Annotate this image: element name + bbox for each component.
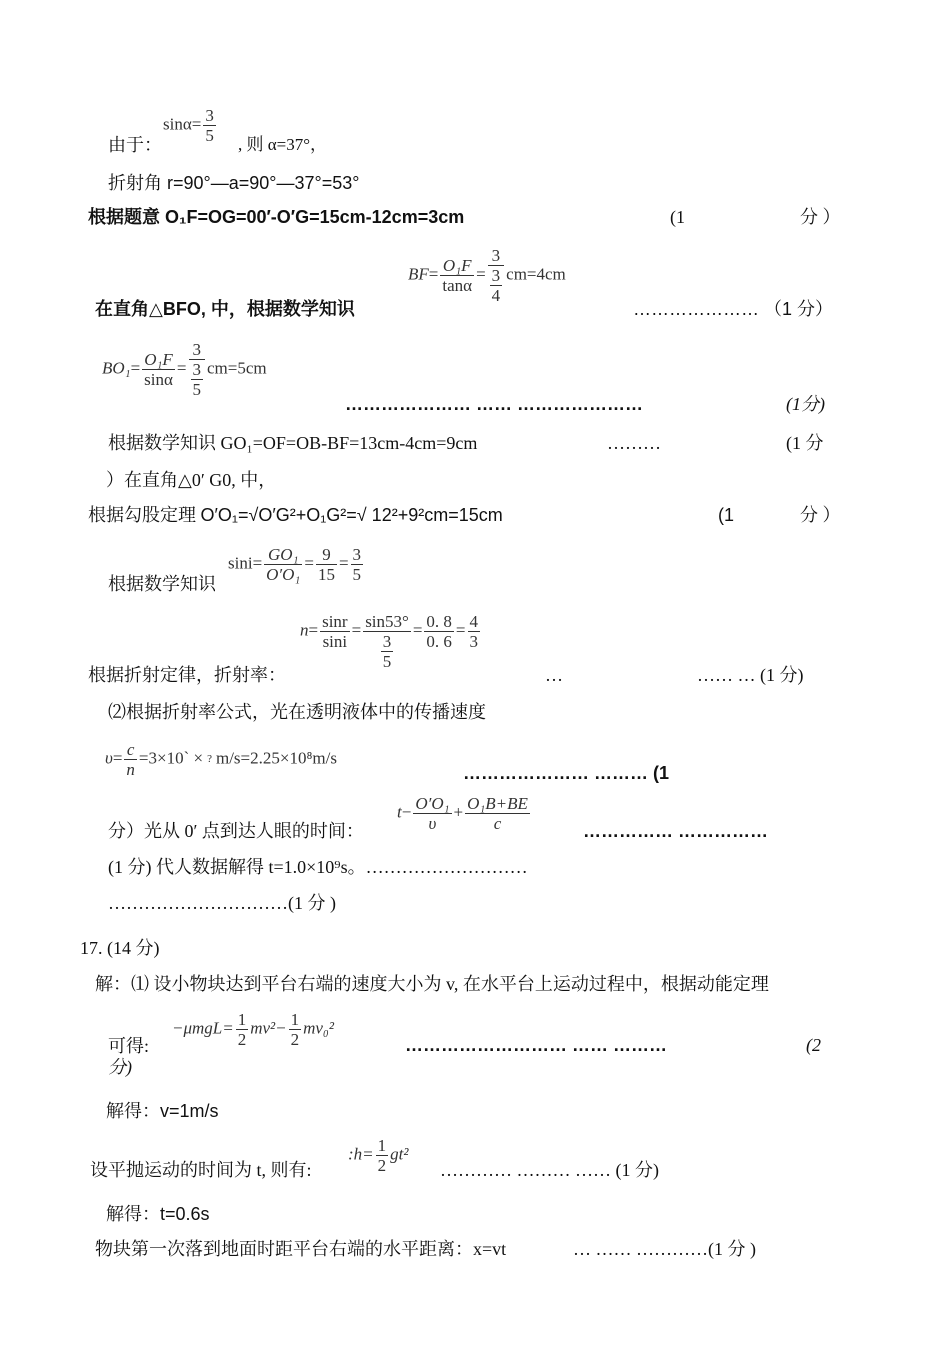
bf-result: cm=4cm [506,264,566,284]
score-mark: (1分) [786,394,825,414]
horizontal-distance: 物块第一次落到地面时距平台右端的水平距离：x=vt [95,1239,507,1259]
math-knowledge: 根据数学知识 [108,574,216,594]
right-triangle-bfo: 在直角△BFO, 中，根据数学知识 [95,299,355,319]
t-result: 解得：t=0.6s [106,1204,210,1224]
c: c [493,814,502,833]
line-18-text [106,1100,219,1122]
line-6-mark [786,432,824,454]
num-1: 1 [290,1010,300,1029]
oo1: O′O₁ [266,565,301,584]
line-19-dots [440,1159,659,1181]
equals: = [308,620,319,640]
go1-calc: 根据数学知识 GO₁=OF=OB-BF=13cm-4cm=9cm [108,433,478,453]
refraction-angle: 折射角 r=90°—a=90°—37°=53° [108,173,360,193]
c: c [124,740,137,760]
dots: ………………… …… ………………… [345,394,644,414]
num-1: 1 [377,1136,387,1155]
den-3: 3 [469,632,479,651]
den-15: 15 [317,565,335,584]
speed-heading: ⑵根据折射率公式，光在透明液体中的传播速度 [108,702,486,722]
gt2: gt² [390,1144,409,1164]
line-6-text [108,432,477,454]
v-result: m/s=2.25×10⁸m/s [215,748,337,768]
dots: ………… ……… …… (1 分) [440,1160,659,1180]
pythagoras-label: 根据勾股定理 [88,505,201,525]
line-15-text [108,892,336,914]
inner-num-3: 3 [382,632,392,651]
num-1: 1 [237,1010,247,1029]
mark-close: 分) [108,1057,132,1077]
solution-intro: 解：⑴ 设小物块达到平台右端的速度大小为 v, 在水平台上运动过程中，根据动能定理 [95,974,769,994]
equals: = [455,620,466,640]
line-7-text [106,469,276,491]
v: υ [428,814,437,833]
formula-h [348,1136,408,1175]
equals: = [130,358,141,378]
line-13-dots [583,820,768,842]
line-2-text [108,172,359,194]
line-3-mark-open [670,206,685,228]
o1b-be: O₁B+BE [467,794,528,813]
t: t [397,802,402,822]
formula-ke [172,1010,334,1049]
line-21-dots [573,1238,756,1260]
sin-alpha: sinα [163,114,192,134]
line-5-mark [786,393,825,415]
inner-den-5: 5 [382,652,392,671]
equals: = [476,264,486,284]
t-result: (1 分) 代人数据解得 t=1.0×10⁹s。……………………… [108,857,528,877]
h: :h= [348,1144,374,1164]
dots: ………………… ……… (1 [463,763,670,783]
sin-alpha: sinα [144,370,173,389]
num-08: 0. 8 [426,612,452,631]
score-mark: …………………………(1 分 ) [108,893,336,913]
inner-den-4: 4 [491,286,501,305]
v-mid: =3×10` × [138,748,204,768]
line-17-dots [405,1034,667,1056]
bo1: BO₁ [102,358,131,378]
mark-open: (1 [670,207,685,227]
sin-i: sini [322,632,348,651]
score-mark: ………………… （1 分） [633,299,834,319]
den-2: 2 [237,1030,247,1049]
minus: − [401,802,412,822]
equals: = [428,264,439,284]
v-result: 解得：v=1m/s [106,1101,219,1121]
formula-v [105,740,337,779]
line-3-text [88,206,464,228]
line-5-dots [345,393,643,415]
num-3: 3 [352,545,362,564]
line-8-mark-close [800,504,841,526]
formula-bo1 [102,340,267,399]
o1f: O₁F [440,256,474,276]
line-4-text [95,298,355,320]
line-17-mark-2 [108,1056,132,1078]
sin53: sin53° [365,612,409,631]
ke-lhs: −μmgL= [172,1018,234,1038]
num-3: 3 [488,246,505,266]
line-12-dots [463,762,669,784]
refraction-law: 根据折射定律，折射率： [88,665,286,685]
mark-close: 分 ） [800,207,841,227]
dots: …………… …………… [583,821,769,841]
sin-r: sinr [322,612,348,631]
formula-sini [228,545,365,584]
line-8-mark-open [718,504,734,526]
num-3: 3 [189,340,206,360]
time-label: 分）光从 0′ 点到达人眼的时间： [108,821,364,841]
bf: BF [408,264,429,284]
equals: = [304,553,314,573]
oo1: O′O₁ [415,794,450,813]
v: υ [105,748,113,768]
num-3: 3 [205,106,214,125]
line-14-text [108,856,528,878]
mark-open: (2 [806,1035,821,1055]
line-21-text [95,1238,506,1260]
line-17-text [108,1035,149,1057]
n: n [126,760,135,779]
den-2: 2 [290,1030,300,1049]
bo1-result: cm=5cm [207,358,267,378]
line-3-mark-close [800,206,841,228]
line-6-dots [607,432,661,454]
line-1-text [108,134,162,156]
line-16-text [95,973,769,995]
num-9: 9 [316,545,337,565]
tan-alpha: tanα [442,276,473,295]
alpha-result: , 则 α=37°， [238,135,328,154]
equals: = [176,358,187,378]
line-11-text [108,701,486,723]
equals: = [338,553,349,573]
question-17 [80,937,160,959]
dots: … [545,665,563,685]
line-10-dots-2 [697,664,804,686]
formula-bf [408,246,566,305]
line-1-suffix [238,134,327,156]
line-13-text [108,820,364,842]
text-youyu: 由于： [108,135,162,155]
formula-t [397,794,532,833]
inner-num-3: 3 [491,266,501,285]
equals: = [412,620,423,640]
line-8-text [88,504,503,526]
den-5: 5 [205,126,214,145]
question-number: 17. (14 分) [80,938,160,958]
line-19-text [90,1159,312,1181]
formula-n [300,612,482,671]
formula-sin-alpha [163,106,218,145]
mv02: mv₀² [303,1018,334,1038]
n: n [300,620,309,640]
line-17-mark-1 [806,1034,821,1056]
kedé: 可得: [108,1036,150,1056]
den-06: 0. 6 [426,632,452,651]
line-9-text [108,573,216,595]
line-10-text [88,664,286,686]
plus: + [453,802,464,822]
o1f-calc: 根据题意 O₁F=OG=00′-O′G=15cm-12cm=3cm [88,207,465,227]
inner-num-3: 3 [192,360,202,379]
right-triangle-ogo: ）在直角△0′ G0, 中， [106,470,277,490]
q: ? [207,753,212,765]
pythagoras-formula: O′O₁=√O′G²+O₁G²=√ 12²+9²cm=15cm [200,505,503,525]
score-mark: (1 分 [786,433,824,453]
dots: … …… …………(1 分 ) [573,1239,756,1259]
dots: ……………………… …… ……… [405,1035,668,1055]
den-2: 2 [377,1156,387,1175]
o1f: O₁F [142,350,175,370]
sin-i: sini [228,553,253,573]
equals: = [351,620,362,640]
projectile-time: 设平抛运动的时间为 t, 则有: [90,1160,312,1180]
equals: = [112,748,123,768]
equals: = [252,553,263,573]
go1: GO₁ [264,545,302,565]
equals: = [191,114,202,134]
line-10-dots-1 [545,664,563,686]
mark-close: 分 ） [800,505,841,525]
line-4-mark [633,298,833,320]
mv2: mv²− [250,1018,287,1038]
num-4: 4 [469,612,479,631]
dots: ……… [607,433,661,453]
inner-den-5: 5 [192,380,202,399]
score-mark: …… … (1 分) [697,665,804,685]
mark-open: (1 [718,505,735,525]
line-20-text [106,1203,210,1225]
den-5: 5 [352,565,362,584]
